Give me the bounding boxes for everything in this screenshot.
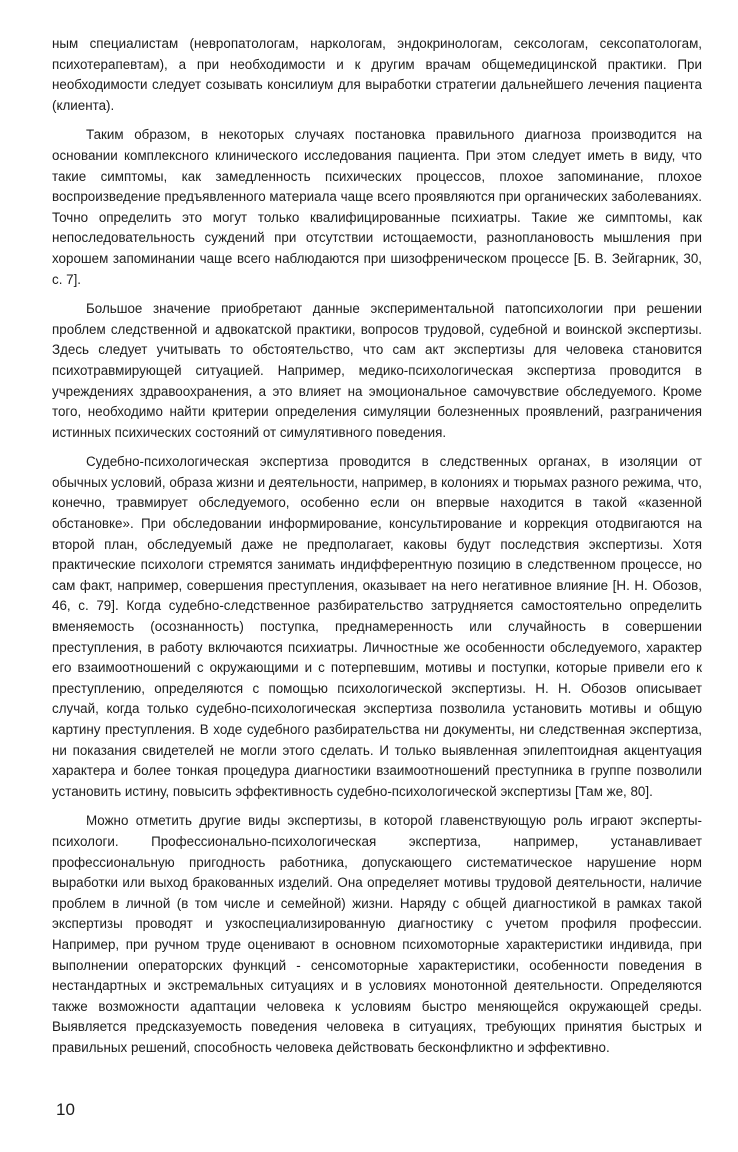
paragraph-3: Большое значение приобретают данные экспериментальной патопсихологии при решении проблем следственной и адвокатской практики, вопросов трудовой, судебной и воинской экспертизы. Здесь следует учитывать то обстоятельство, что сам акт экспертизы для человека становится психотравмирующей ситуацией. Например, медико-психологическая экспертиза проводится в учреждениях здравоохранения, а это влияет на эмоциональное самочувствие обследуемого. Кроме того, необходимо найти критерии определения симуляции болезненных проявлений, разграничения истинных психических состояний от симулятивного поведения.: [52, 301, 702, 440]
paragraph-1: ным специалистам (невропатологам, наркологам, эндокринологам, сексологам, сексопатологам, психотерапевтам), а при необходимости и к другим врачам общемедицинской практики. При необходимости следует созывать консилиум для выработки стратегии дальнейшего лечения пациента (клиента).: [52, 36, 702, 113]
page-number: 10: [56, 1100, 75, 1119]
paragraph-4: Судебно-психологическая экспертиза проводится в следственных органах, в изоляции от обычных условий, образа жизни и деятельности, например, в колониях и тюрьмах разного режима, что, конечно, травмирует обследуемого, особенно если он впервые находится в такой «казенной обстановке». При обследовании информирование, консультирование и коррекция отодвигаются на второй план, обследуемый даже не предполагает, каковы будут последствия экспертизы. Хотя практические психологи стремятся занимать индифферентную позицию в следственном процессе, но сам факт, например, совершения преступления, оказывает на него негативное влияние [Н. Н. Обозов, 46, с. 79]. Когда судебно-следственное разбирательство затрудняется самостоятельно определить вменяемость (осознанность) поступка, преднамеренность или случайность в совершении преступления, в работу включаются психиатры. Личностные же особенности обследуемого, характер его взаимоотношений с окружающими и с потерпевшим, мотивы и поступки, которые привели его к преступлению, определяются с помощью психологической экспертизы. Н. Н. Обозов описывает случай, когда только судебно-психологическая экспертиза позволила установить мотивы и общую картину преступления. В ходе судебного разбирательства ни документы, ни следственная экспертиза, ни показания свидетелей не могли этого сделать. И только выявленная эпилептоидная акцентуация характера и более тонкая процедура диагностики взаимоотношений преступника в группе позволили установить истину, повысить эффективность судебно-психологической экспертизы [Там же, 80].: [52, 454, 703, 799]
paragraph-2: Таким образом, в некоторых случаях постановка правильного диагноза производится на основании комплексного клинического исследования пациента. При этом следует иметь в виду, что такие симптомы, как замедленность психических процессов, плохое запоминание, плохое воспроизведение предъявленного материала чаще всего проявляются при органических заболеваниях. Точно определить это могут только квалифицированные психиатры. Такие же симптомы, как непоследовательность суждений при отсутствии истощаемости, разноплановость мышления при хорошем запоминании чаще всего наблюдаются при шизофреническом процессе [Б. В. Зейгарник, 30, с. 7].: [52, 127, 702, 287]
paragraph-5: Можно отметить другие виды экспертизы, в которой главенствующую роль играют эксперты-психологи. Профессионально-психологическая экспертиза, например, устанавливает профессиональную пригодность работника, допускающего систематическое нарушение норм выработки или выход бракованных изделий. Она определяет мотивы трудовой деятельности, наличие проблем в личной (в том числе и семейной) жизни. Наряду с общей диагностикой в рамках такой экспертизы проводят и узкоспециализированную диагностику с учетом профиля профессии. Например, при ручном труде оценивают в основном психомоторные характеристики индивида, при выполнении операторских функций - сенсомоторные характеристики, особенности поведения в нестандартных и экстремальных ситуациях и в условиях монотонной деятельности. Определяются также возможности адаптации человека к условиям быстро меняющейся окружающей среды. Выявляется предсказуемость поведения человека в ситуациях, требующих принятия быстрых и правильных решений, способность человека действовать бесконфликтно и эффективно.: [52, 813, 702, 1055]
page-body: [52, 34, 702, 1068]
